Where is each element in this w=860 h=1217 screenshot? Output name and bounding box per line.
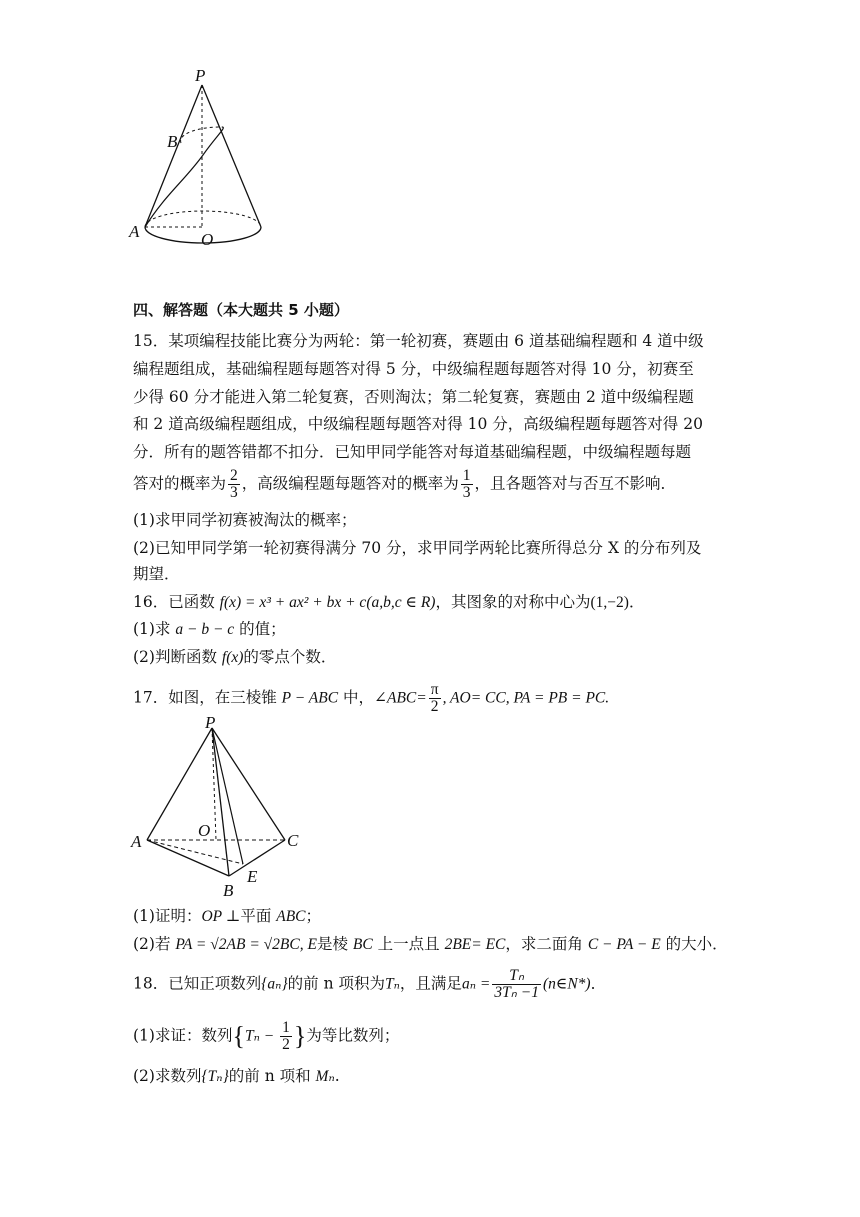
q15-sub1: (1)求甲同学初赛被淘汰的概率； [133,511,357,529]
q17-angle: ∠ABC= [374,689,427,707]
q16-sub1-expr: a − b − c [175,621,235,638]
q16-point: (1,−2) [590,594,629,611]
q18-sub1-a: (1)求证：数列 [133,1026,233,1045]
q17-sub1-c: ABC [276,908,306,925]
q15-sub2-line1: (2)已知甲同学第一轮初赛得满分 70 分，求甲同学两轮比赛所得总分 X 的分布列及 [133,539,702,557]
q17-sub2-d: 上一点且 [372,935,445,953]
q15-line1: 15．某项编程技能比赛分为两轮：第一轮初赛，赛题由 6 道基础编程题和 4 道中级 [133,332,704,350]
q17-stem [133,682,609,715]
q15-line6-b: ，高级编程题每题答对的概率为 [241,474,459,493]
label-A: A [129,222,140,241]
q16-stem [133,592,644,613]
q16-sub2 [133,647,336,668]
q16-sub1 [133,619,286,640]
q17-sub1-d: ； [305,907,322,925]
q18-stem-b: 的前 n 项积为 [287,974,386,993]
q17-stem-b: 中， [338,688,374,707]
q18-tn: Tₙ [385,975,400,993]
q16-sub2-a: (2)判断函数 [133,648,222,666]
q17-pyramid: P − ABC [281,689,339,707]
q16-sub1-a: (1)求 [133,620,176,638]
q17-sub1 [133,906,321,927]
q17-stem-a: 17．如图，在三棱锥 [133,688,282,707]
label-C2: C [287,831,299,850]
section-heading: 四、解答题（本大题共 5 小题） [133,301,349,319]
label-B: B [167,132,178,151]
q18-sub1-b: 为等比数列； [306,1026,400,1045]
q17-sub2-g: C − PA − E [587,936,661,953]
q18-sub1-expr: Tₙ − [244,1027,279,1045]
q16-sub2-expr: f(x) [221,649,244,666]
label-B2: B [223,881,234,898]
label-P2: P [205,716,216,732]
label-E2: E [247,867,258,886]
q18-sub2-c: . [334,1067,340,1085]
label-O: O [201,230,214,249]
q17-sub2-expr: PA = √2AB = √2BC, E [175,936,317,953]
pyramid-figure [125,716,315,898]
q15-line6 [133,468,676,501]
q15-line6-a: 答对的概率为 [133,474,227,493]
q18-sub2-seq: {Tₙ} [201,1068,229,1085]
q16-stem-b: ，其图象的对称中心为 [435,593,591,611]
fraction-one-third: $\frac{1}{3}$ [462,467,471,501]
q15-line6-c: ，且各题答对与否互不影响． [474,474,677,493]
label-A2: A [131,832,142,851]
q18-seq: {aₙ} [261,975,288,993]
q17-sub2-f: ，求二面角 [505,935,588,953]
label-O2: O [198,821,211,840]
q15-line3: 少得 60 分才能进入第二轮复赛，否则淘汰；第二轮复赛，赛题由 2 道中级编程题 [133,388,694,406]
q16-formula: f(x) = x³ + ax² + bx + c(a,b,c ∈ R) [219,594,436,611]
q17-sub2 [133,934,728,955]
q18-stem-a: 18．已知正项数列 [133,974,262,993]
right-brace: } [293,1021,307,1051]
q17-sub2-h: 的大小． [660,935,728,953]
q15-line2: 编程题组成，基础编程题每题答对得 5 分，中级编程题每题答对得 10 分，初赛至 [133,360,694,378]
fraction-tn: $\frac{\text{Tₙ}}{\text{3Tₙ −1}}$ [494,967,539,1001]
q18-an: aₙ = [461,975,491,993]
q16-sub2-b: 的零点个数． [243,648,337,666]
q17-sub2-a: (2)若 [133,935,176,953]
fraction-two-thirds: $\frac{2}{3}$ [230,467,238,501]
q18-stem [133,968,606,1001]
q16-stem-c: ． [628,593,645,611]
q18-stem-d: ． [590,974,607,993]
q17-sub1-expr: OP ⊥ [201,908,241,925]
q17-sub2-b: 是棱 [316,935,353,953]
q17-sub1-b: 平面 [240,907,277,925]
q18-sub2-a: (2)求数列 [133,1067,202,1085]
label-P: P [195,66,206,85]
q18-sub1 [133,1020,399,1053]
q17-stem-c: , AO= CC, PA = PB = PC. [442,689,610,707]
q15-sub2-line2: 期望． [133,565,180,583]
q16-stem-a: 16．已函数 [133,593,220,611]
q18-cond: (n∈N*) [542,975,591,993]
q18-sub2-m: Mₙ [315,1068,335,1085]
q17-sub2-e: 2BE= EC [444,936,506,953]
q15-line4: 和 2 道高级编程题组成，中级编程题每题答对得 10 分，高级编程题每题答对得 20 [133,415,703,433]
left-brace: { [232,1021,245,1051]
q18-sub2 [133,1066,340,1087]
q17-sub1-a: (1)证明： [133,907,202,925]
fraction-pi-half: $\frac{\pi}{2}$ [430,681,439,715]
q16-sub1-b: 的值； [234,620,286,638]
q18-stem-c: ，且满足 [399,974,462,993]
q18-sub2-b: 的前 n 项和 [228,1067,316,1085]
q17-sub2-c: BC [352,936,373,953]
fraction-one-half: $\frac{1}{2}$ [282,1019,290,1053]
q15-line5: 分．所有的题答错都不扣分．已知甲同学能答对每道基础编程题，中级编程题每题 [133,443,692,461]
cone-figure [125,65,275,255]
